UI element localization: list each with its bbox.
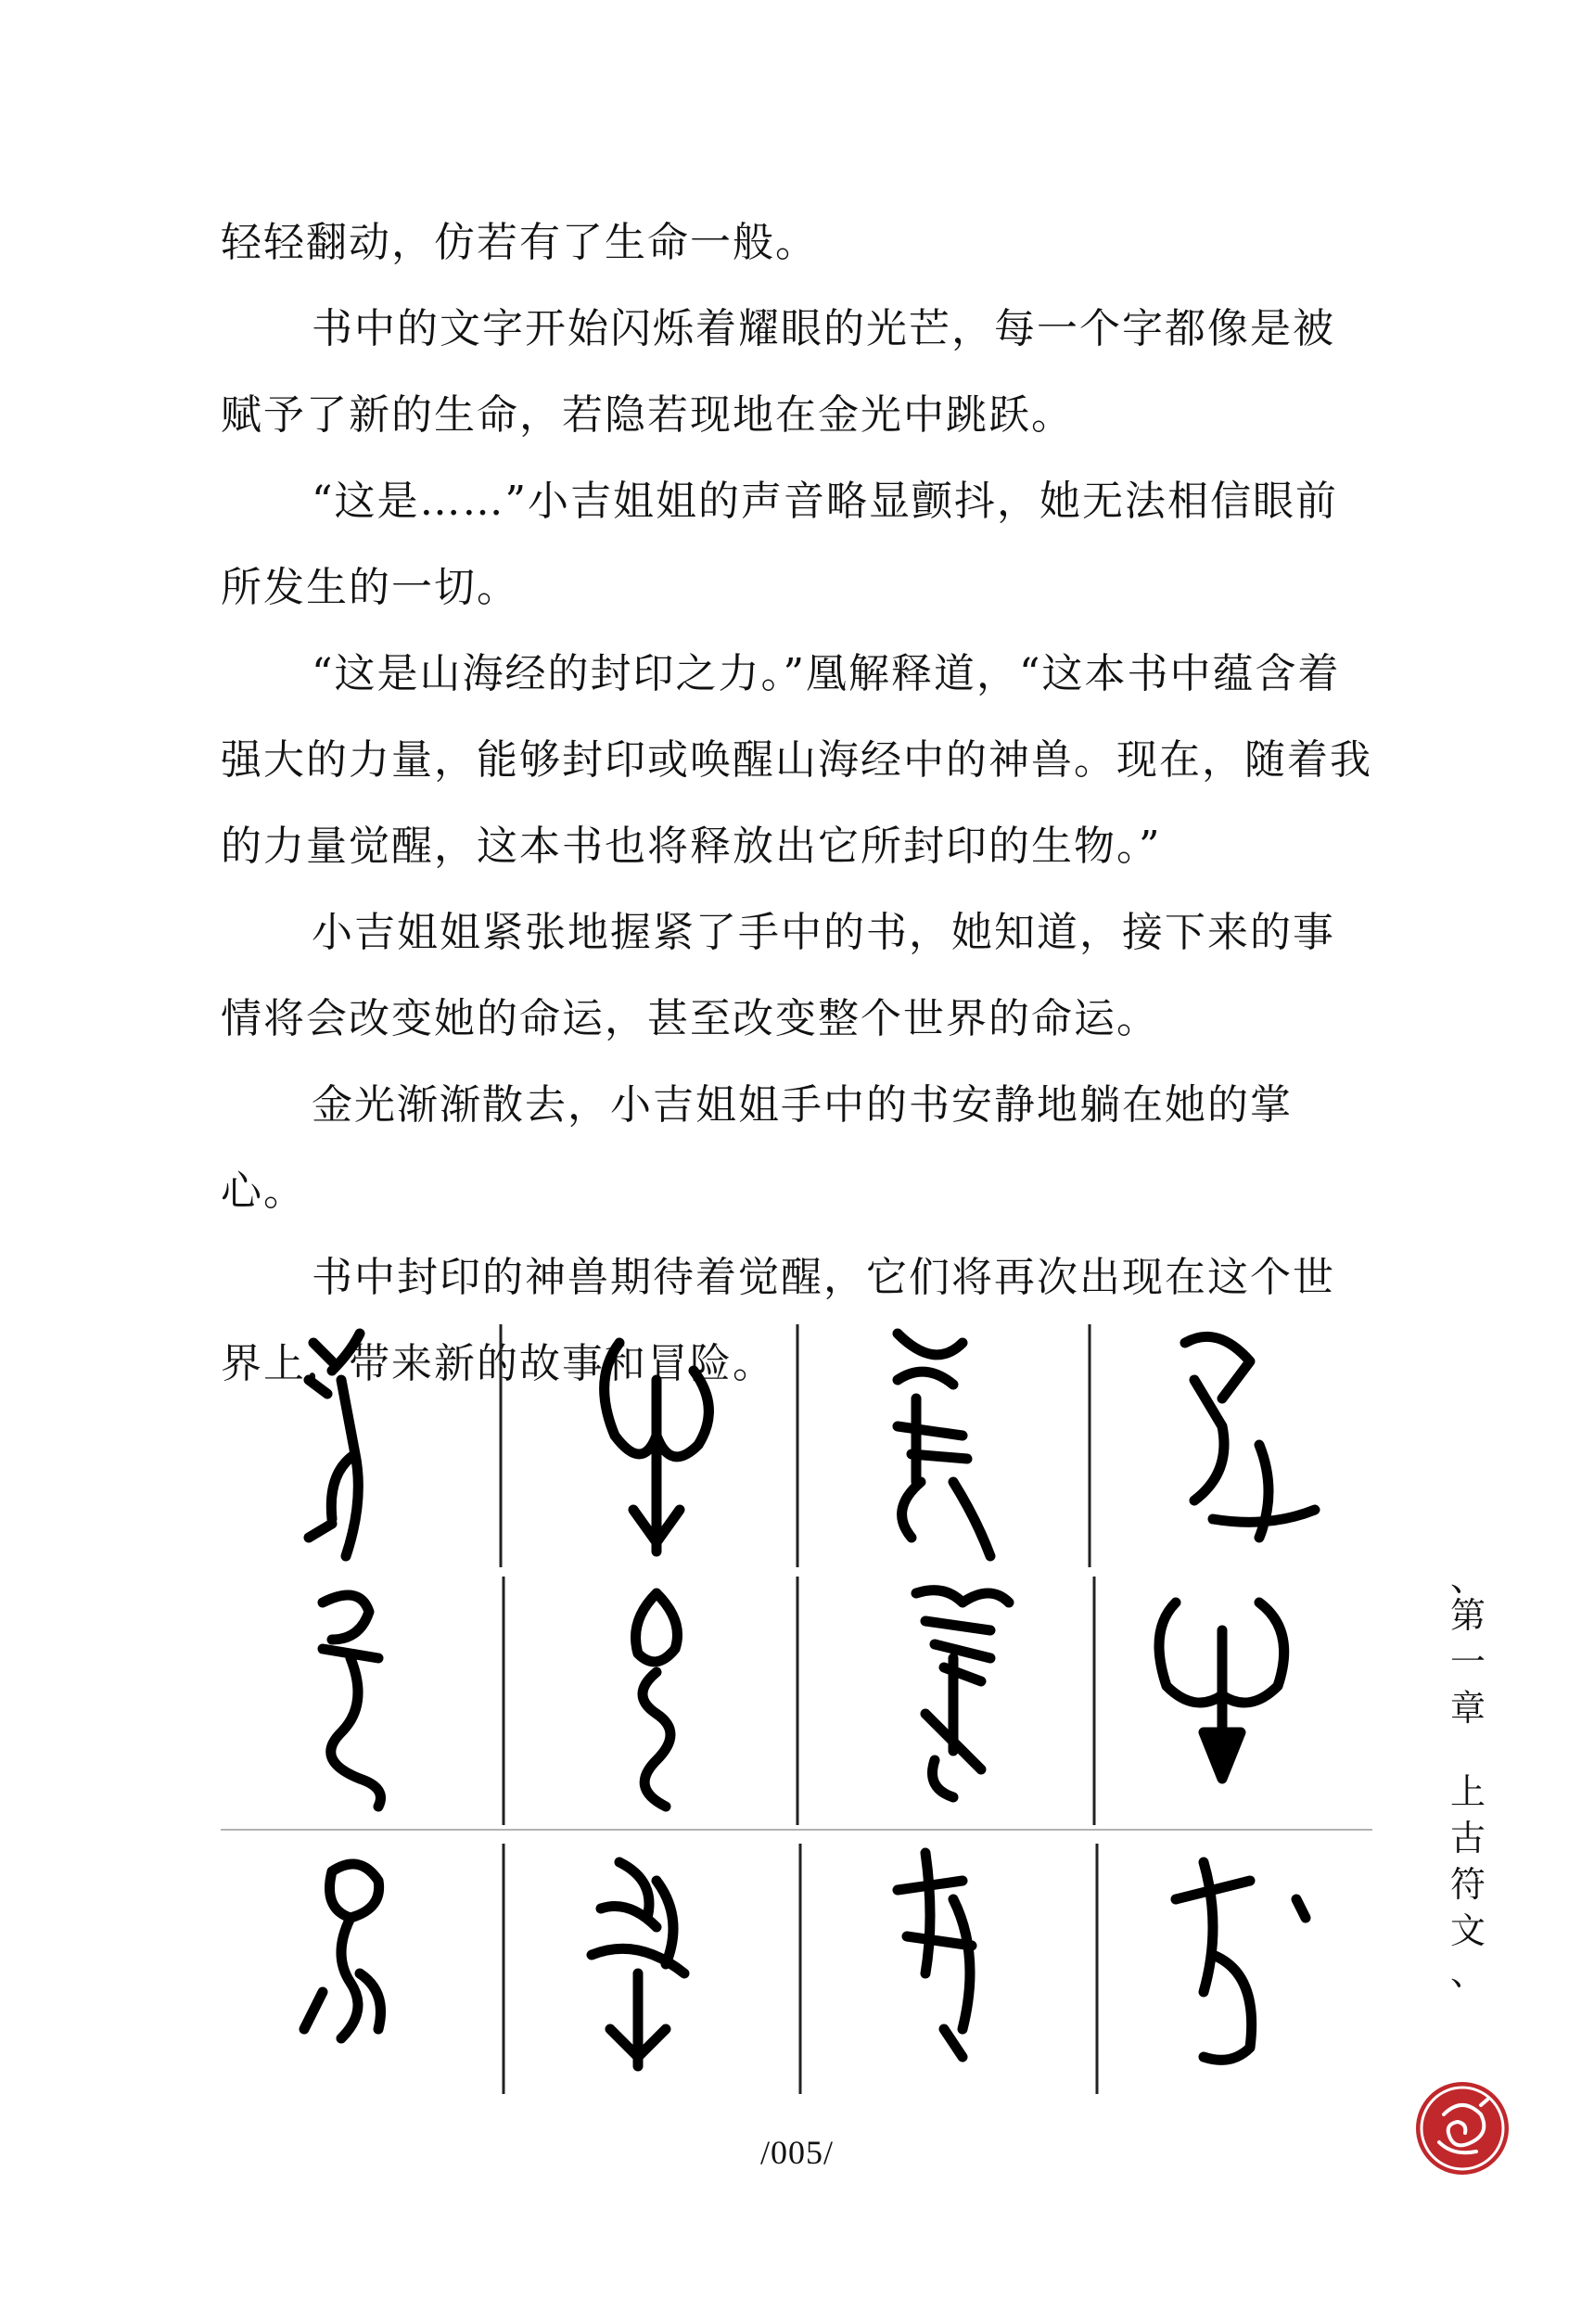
chapter-char: 上 (1449, 1771, 1486, 1812)
paragraph: 金光渐渐散去，小吉姐姐手中的书安静地躺在她的掌心。 (221, 1081, 1293, 1215)
oracle-glyph-icon (309, 1334, 360, 1556)
oracle-glyph-icon (636, 1593, 678, 1807)
oracle-glyph-icon (916, 1590, 1009, 1797)
paragraph: 书中的文字开始闪烁着耀眼的光芒，每一个字都像是被赋予了新的生命，若隐若现地在金光中跳跃。 (221, 305, 1335, 439)
chapter-char: 第 (1449, 1595, 1486, 1636)
chapter-char: 章 (1449, 1688, 1486, 1729)
oracle-glyph-icon (605, 1343, 709, 1551)
chapter-heading-svg (1433, 1572, 1503, 1998)
chapter-char: 符 (1449, 1864, 1486, 1905)
glyph-table-svg (221, 1324, 1372, 2122)
oracle-glyph-table (221, 1324, 1372, 2122)
chapter-heading (1433, 1572, 1503, 1998)
oracle-glyph-icon (898, 1853, 972, 2057)
page-number: /005/ (759, 2134, 834, 2171)
chapter-char: 、 (1449, 1952, 1486, 1993)
oracle-glyph-icon (323, 1595, 381, 1807)
chapter-char: 文 (1449, 1910, 1486, 1951)
oracle-glyph-icon (1204, 1732, 1241, 1779)
chapter-char: 、 (1449, 1572, 1486, 1599)
oracle-glyph-icon (592, 1862, 684, 2066)
paragraph: 轻轻翻动，仿若有了生命一般。 (221, 219, 818, 266)
paragraph: 小吉姐姐紧张地握紧了手中的书，她知道，接下来的事情将会改变她的命运，甚至改变整个世界的命运。 (221, 909, 1335, 1042)
chapter-char: 古 (1449, 1818, 1486, 1858)
paragraph: “这是……”小吉姐姐的声音略显颤抖，她无法相信眼前所发生的一切。 (221, 478, 1338, 611)
oracle-glyph-icon (1176, 1862, 1306, 2060)
chapter-char: 一 (1449, 1641, 1486, 1682)
oracle-glyph-icon (1185, 1336, 1315, 1538)
paragraph: 书中封印的神兽期待着觉醒，它们将再次出现在这个世界上，带来新的故事和冒险。 (221, 1254, 1335, 1387)
paragraph: “这是山海经的封印之力。”凰解释道，“这本书中蕴含着强大的力量，能够封印或唤醒山海经中的神兽。现在，随着我的力量觉醒，这本书也将释放出它所封印的生物。” (221, 650, 1372, 870)
body-text (221, 199, 1372, 1407)
oracle-glyph-icon (1159, 1603, 1284, 1732)
oracle-glyph-icon (304, 1864, 381, 2038)
oracle-glyph-icon (898, 1334, 990, 1556)
